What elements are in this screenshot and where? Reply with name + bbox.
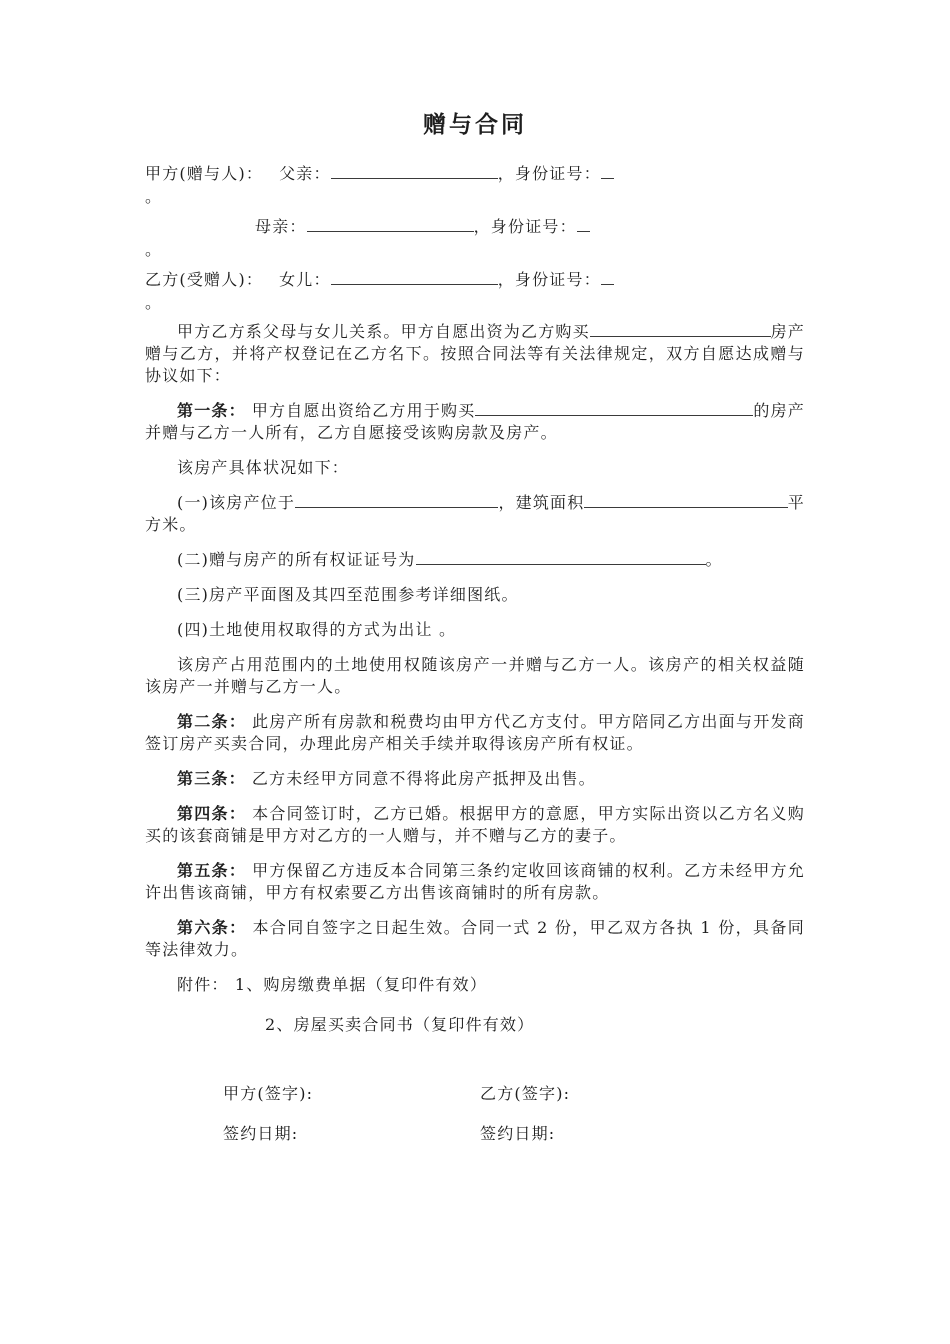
- article-5: [145, 860, 805, 904]
- property-item-2: [145, 549, 805, 571]
- article-3: [145, 768, 805, 790]
- party-a-signature-label: 甲方(签字):: [223, 1084, 314, 1103]
- intro-text-rest: 赠与乙方，并将产权登记在乙方名下。按照合同法等有关法律规定，双方自愿达成赠与协议如下：: [145, 344, 805, 385]
- article-1-rest: 并赠与乙方一人所有，乙方自愿接受该购房款及房产。: [145, 423, 558, 442]
- item-1-pre: (一)该房产位于: [177, 493, 296, 512]
- article-6-text: 本合同自签字之日起生效。合同一式 2 份，甲乙双方各执 1 份，具备同等法律效力。: [145, 918, 805, 959]
- article-3-text: 乙方未经甲方同意不得将此房产抵押及出售。: [251, 769, 596, 788]
- father-label: 父亲：: [279, 164, 331, 183]
- article-5-number: 第五条：: [177, 861, 247, 880]
- item-1-rest: 方米。: [145, 515, 197, 534]
- article-6-number: 第六条：: [177, 918, 247, 937]
- mother-label: 母亲：: [255, 217, 307, 236]
- purchase-property-blank: [475, 413, 753, 416]
- father-id-blank: [601, 176, 614, 179]
- party-b-date-label: 签约日期:: [480, 1124, 556, 1143]
- party-a-date-label: 签约日期:: [223, 1124, 299, 1143]
- property-name-blank: [590, 334, 771, 337]
- party-a-row: [145, 162, 805, 208]
- party-a-mother-row: [145, 215, 805, 261]
- article-5-text: 甲方保留乙方违反本合同第三条约定收回该商铺的权利。乙方未经甲方允许出售该商铺，甲方有权索要乙方出售该商铺时的所有房款。: [145, 861, 805, 902]
- article-1-pre: 甲方自愿出资给乙方用于购买: [251, 401, 476, 420]
- article-4: [145, 803, 805, 847]
- property-item-3: (三)房产平面图及其四至范围参考详细图纸。: [177, 585, 519, 604]
- article-2: [145, 711, 805, 755]
- cert-number-blank: [416, 562, 706, 565]
- attachments-line-1: 附件： 1、购房缴费单据（复印件有效）: [177, 975, 488, 994]
- party-a-period: 。: [145, 187, 163, 206]
- property-status-heading: 该房产具体状况如下：: [177, 458, 350, 477]
- floor-area-blank: [584, 505, 787, 508]
- item-2-pre: (二)赠与房产的所有权证证号为: [177, 550, 416, 569]
- land-rights-paragraph: 该房产占用范围内的土地使用权随该房产一并赠与乙方一人。该房产的相关权益随该房产一并赠与乙方一人。: [145, 655, 805, 696]
- mother-id-blank: [577, 229, 590, 232]
- article-6: [145, 917, 805, 961]
- property-item-1: [145, 492, 805, 536]
- father-name-blank: [331, 176, 498, 179]
- signature-section: [145, 1082, 805, 1145]
- article-2-number: 第二条：: [177, 712, 247, 731]
- daughter-id-label: ，身份证号：: [497, 270, 601, 289]
- party-a-label: 甲方(赠与人)：: [145, 164, 264, 183]
- signature-row: [145, 1082, 805, 1105]
- article-3-number: 第三条：: [177, 769, 246, 788]
- intro-paragraph: [145, 321, 805, 387]
- mother-id-label: ，身份证号：: [473, 217, 577, 236]
- party-b-signature-label: 乙方(签字):: [480, 1084, 571, 1103]
- party-b-period: 。: [145, 293, 163, 312]
- signing-date-row: [145, 1122, 805, 1145]
- daughter-id-blank: [601, 282, 614, 285]
- intro-text-pre: 甲方乙方系父母与女儿关系。甲方自愿出资为乙方购买: [177, 322, 590, 341]
- daughter-name-blank: [331, 282, 498, 285]
- article-1: [145, 400, 805, 444]
- property-item-4: (四)土地使用权取得的方式为出让 。: [177, 620, 457, 639]
- item-2-post: 。: [705, 550, 723, 569]
- party-b-row: [145, 268, 805, 314]
- article-2-text: 此房产所有房款和税费均由甲方代乙方支付。甲方陪同乙方出面与开发商签订房产买卖合同，办理此房产相关手续并取得该房产所有权证。: [145, 712, 805, 753]
- party-a-mother-period: 。: [145, 240, 163, 259]
- daughter-label: 女儿：: [279, 270, 331, 289]
- location-blank: [295, 505, 498, 508]
- article-1-after-blank: 的房产: [753, 401, 805, 420]
- article-4-text: 本合同签订时，乙方已婚。根据甲方的意愿，甲方实际出资以乙方名义购买的该套商铺是甲方对乙方的一人赠与，并不赠与乙方的妻子。: [145, 804, 805, 845]
- article-4-number: 第四条：: [177, 804, 247, 823]
- item-1-mid: ，建筑面积: [498, 493, 585, 512]
- item-1-after-blank: 平: [787, 493, 805, 512]
- party-b-label: 乙方(受赠人)：: [145, 270, 264, 289]
- father-id-label: ，身份证号：: [497, 164, 601, 183]
- attachments-line-2: 2、房屋买卖合同书（复印件有效）: [265, 1015, 535, 1034]
- mother-name-blank: [307, 229, 474, 232]
- intro-text-after-blank: 房产: [770, 322, 805, 341]
- article-1-number: 第一条：: [177, 401, 246, 420]
- contract-title: 赠与合同: [423, 111, 527, 138]
